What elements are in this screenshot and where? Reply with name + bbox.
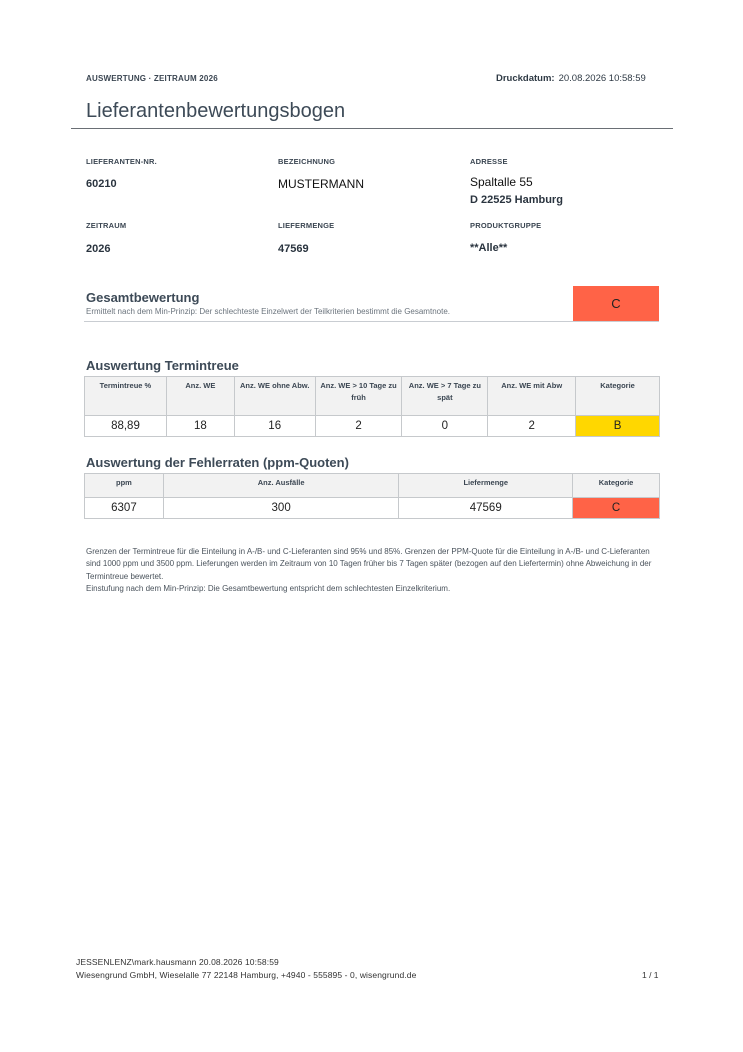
ppm-cell: 300 <box>163 498 399 519</box>
address-line2: D 22525 Hamburg <box>470 194 563 206</box>
delivery-col-header: Anz. WE ohne Abw. <box>234 377 315 416</box>
delivery-col-header: Termintreue % <box>85 377 167 416</box>
ppm-header-row <box>85 474 660 498</box>
footer-company-line: Wiesengrund GmbH, Wieselalle 77 22148 Hamburg, +4940 - 555895 - 0, wisengrund.de <box>76 970 417 980</box>
delivery-cell: 0 <box>402 416 488 437</box>
ppm-cell: 6307 <box>85 498 164 519</box>
rating-notes <box>86 546 660 595</box>
delivery-table <box>84 376 660 437</box>
ppm-category-cell: C <box>573 498 660 519</box>
product-group-value: **Alle** <box>470 242 508 254</box>
supplier-no-label: LIEFERANTEN-NR. <box>86 157 157 166</box>
ppm-col-header: ppm <box>85 474 164 498</box>
quantity-label: LIEFERMENGE <box>278 221 335 230</box>
delivery-cell: 16 <box>234 416 315 437</box>
delivery-header-row <box>85 377 660 416</box>
delivery-cell: 2 <box>315 416 402 437</box>
delivery-cell: 2 <box>488 416 576 437</box>
page-title: Lieferantenbewertungsbogen <box>86 100 346 122</box>
ppm-table <box>84 473 660 519</box>
quantity-value: 47569 <box>278 243 309 255</box>
ppm-section-title: Auswertung der Fehlerraten (ppm-Quoten) <box>86 455 349 470</box>
delivery-value-row <box>85 416 660 437</box>
report-period-label: AUSWERTUNG · ZEITRAUM 2026 <box>86 74 218 83</box>
supplier-no-value: 60210 <box>86 178 117 190</box>
product-group-label: PRODUKTGRUPPE <box>470 221 542 230</box>
rating-note-limits: Grenzen der Termintreue für die Einteilung in A-/B- und C-Lieferanten sind 95% und 85%. Grenzen der PPM-Quote für die Einteilung in A-/B- und C-Lieferanten sind 1000 ppm und 3500 ppm. Lieferungen werden im Zeitraum von 10 Tagen früher bis 7 Tagen später (bezogen auf den Liefertermin) ohne Abweichung in der Termintreue bewertet. <box>86 547 652 581</box>
overall-category-badge: C <box>573 286 659 321</box>
page-number: 1 / 1 <box>642 970 659 980</box>
delivery-cell: 88,89 <box>85 416 167 437</box>
delivery-col-header: Anz. WE mit Abw <box>488 377 576 416</box>
period-value: 2026 <box>86 243 111 255</box>
overall-rating-title: Gesamtbewertung <box>86 290 200 305</box>
footer-user-line: JESSENLENZ\mark.hausmann 20.08.2026 10:58:59 <box>76 957 279 967</box>
delivery-category-cell: B <box>576 416 660 437</box>
ppm-value-row <box>85 498 660 519</box>
address-line1: Spaltalle 55 <box>470 175 533 189</box>
delivery-cell: 18 <box>166 416 234 437</box>
delivery-col-header: Anz. WE <box>166 377 234 416</box>
delivery-section-title: Auswertung Termintreue <box>86 358 239 373</box>
period-label: ZEITRAUM <box>86 221 127 230</box>
overall-rating-subtitle: Ermittelt nach dem Min-Prinzip: Der schlechteste Einzelwert der Teilkriterien bestimmt die Gesamtnote. <box>86 307 450 316</box>
title-divider <box>71 128 673 129</box>
ppm-cell: 47569 <box>399 498 573 519</box>
name-value: MUSTERMANN <box>278 177 364 191</box>
print-date-value: 20.08.2026 10:58:59 <box>558 73 646 84</box>
ppm-col-header: Anz. Ausfälle <box>163 474 399 498</box>
rating-note-min-principle: Einstufung nach dem Min-Prinzip: Die Gesamtbewertung entspricht dem schlechtesten Einzelkriterium. <box>86 583 451 593</box>
ppm-col-header: Liefermenge <box>399 474 573 498</box>
delivery-col-header: Kategorie <box>576 377 660 416</box>
ppm-col-header: Kategorie <box>573 474 660 498</box>
address-label: ADRESSE <box>470 157 508 166</box>
delivery-col-header: Anz. WE > 7 Tage zu spät <box>402 377 488 416</box>
delivery-col-header: Anz. WE > 10 Tage zu früh <box>315 377 402 416</box>
name-label: BEZEICHNUNG <box>278 157 336 166</box>
print-date-label: Druckdatum: <box>496 73 555 84</box>
print-date <box>496 73 646 84</box>
